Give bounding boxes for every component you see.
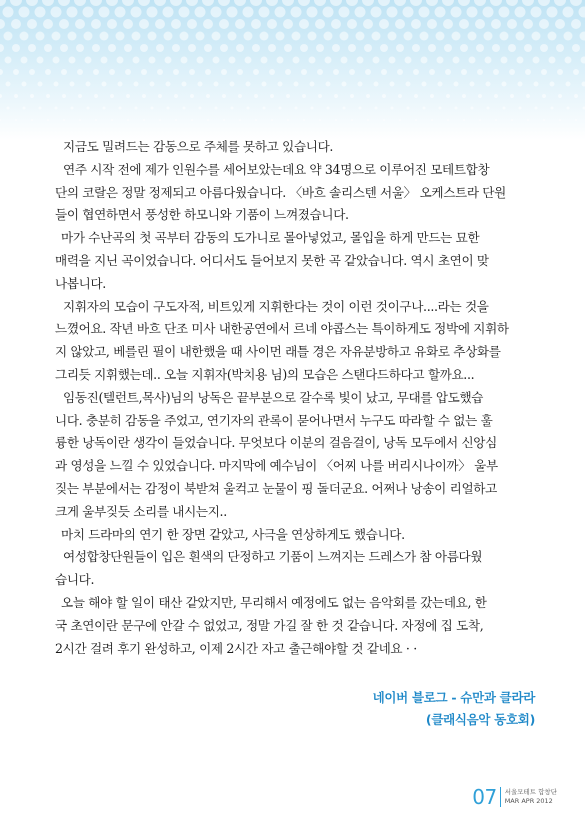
article-line: 여성합창단원들이 입은 흰색의 단정하고 기품이 느껴지는 드레스가 참 아름다웠 — [63, 549, 483, 565]
article-line: 과 영성을 느낄 수 있었습니다. 마지막에 예수님이 〈어찌 나를 버리시나이까〉 울부 — [55, 458, 498, 474]
article-line: 크게 울부짖듯 소리를 내시는지.. — [55, 503, 227, 519]
bubble-pattern-decoration — [0, 0, 585, 140]
footer-issue-date: MAR APR 2012 — [504, 797, 553, 805]
article-line: 마치 드라마의 연기 한 장면 같았고, 사극을 연상하게도 했습니다. — [61, 526, 405, 542]
footer-publisher: 서울모테트 합창단 — [504, 788, 557, 796]
article-line: 단의 코랄은 정말 정제되고 아름다웠습니다. 〈바흐 솔리스텐 서울〉 오케스트라 단원 — [55, 184, 506, 200]
article-line: 습니다. — [55, 572, 95, 588]
footer-divider — [500, 787, 501, 807]
article-line: 마가 수난곡의 첫 곡부터 감동의 도가니로 몰아넣었고, 몰입을 하게 만드는 묘한 — [61, 230, 480, 246]
article-line: 니다. 충분히 감동을 주었고, 연기자의 관록이 묻어나면서 누구도 따라할 수 없는 훌 — [55, 412, 493, 428]
article-line: 연주 시작 전에 제가 인원수를 세어보았는데요 약 34명으로 이루어진 모테트합창 — [63, 161, 490, 177]
article-line: 임동진(텔런트,목사)님의 낭독은 끝부분으로 갈수록 빛이 났고, 무대를 압도했습 — [63, 389, 484, 405]
article-line: 오늘 해야 할 일이 태산 같았지만, 무리해서 예정에도 없는 음악회를 갔는데요, 한 — [61, 594, 487, 610]
article-line: 국 초연이란 문구에 안갈 수 없었고, 정말 가길 잘 한 것 같습니다. 자정에 집 도착, — [55, 617, 484, 633]
source-blog-name: 네이버 블로그 - 슈만과 클라라 — [372, 690, 535, 705]
article-line: 짖는 부분에서는 감정이 북받쳐 울컥고 눈물이 핑 돌더군요. 어쩌나 낭송이 리얼하고 — [55, 480, 497, 496]
article-line: 륭한 낭독이란 생각이 들었습니다. 무엇보다 이분의 걸음걸이, 낭독 모두에서 신앙심 — [55, 435, 497, 451]
article-body — [55, 136, 535, 660]
article-line: 나봅니다. — [55, 275, 106, 291]
article-line: 들이 협연하면서 풍성한 하모니와 기품이 느껴졌습니다. — [55, 207, 349, 223]
source-community-name: (클래식음악 동호회) — [425, 712, 535, 727]
article-line: 지휘자의 모습이 구도자적, 비트있게 지휘한다는 것이 이런 것이구나....라는 것을 — [63, 298, 489, 314]
article-line: 지 않았고, 베를린 필이 내한했을 때 사이먼 래틀 경은 자유분방하고 유화로 추상화를 — [55, 344, 501, 360]
page-footer — [472, 785, 557, 809]
article-line: 매력을 지닌 곡이었습니다. 어디서도 들어보지 못한 곡 같았습니다. 역시 초연이 맞 — [55, 252, 489, 268]
footer-labels — [505, 788, 557, 806]
page-number: 07 — [472, 785, 497, 809]
article-line: 느꼈어요. 작년 바흐 단조 미사 내한공연에서 르네 야콥스는 특이하게도 정박에 지휘하 — [55, 321, 509, 337]
header-band — [0, 0, 585, 140]
article-line: 2시간 걸려 후기 완성하고, 이제 2시간 자고 출근해야할 것 같네요 · · — [55, 640, 417, 656]
article-line: 그리듯 지휘했는데.. 오늘 지휘자(박치용 님)의 모습은 스탠다드하다고 할까요... — [55, 366, 475, 382]
article-line: 지금도 밀려드는 감동으로 주체를 못하고 있습니다. — [63, 139, 334, 154]
